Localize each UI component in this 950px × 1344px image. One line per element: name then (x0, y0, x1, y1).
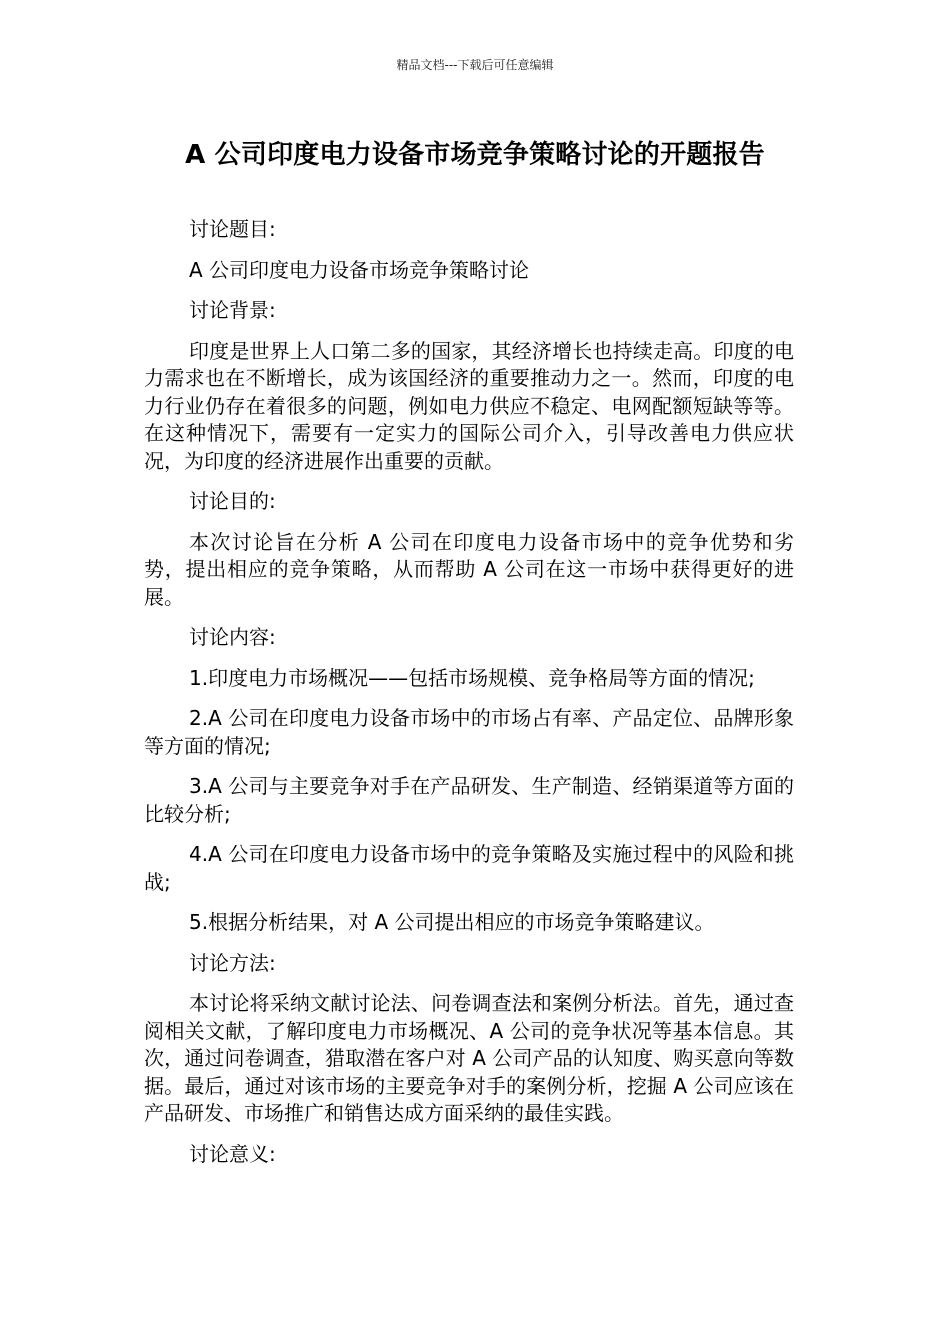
method-text: 本讨论将采纳文献讨论法、问卷调查法和案例分析法。首先，通过查阅相关文献，了解印度电力市场概况、A 公司的竞争状况等基本信息。其次，通过问卷调查，猎取潜在客户对 A 公司产品的认知度、购买意向等数据。最后，通过对该市场的主要竞争对手的案例分析，挖掘 A 公司应该在产品研发、市场推广和销售达成方面采纳的最佳实践。 (144, 991, 794, 1125)
content-item-5: 5.根据分析结果，对 A 公司提出相应的市场竞争策略建议。 (189, 910, 715, 934)
purpose-text: 本次讨论旨在分析 A 公司在印度电力设备市场中的竞争优势和劣势，提出相应的竞争策略，从而帮助 A 公司在这一市场中获得更好的进展。 (144, 529, 794, 609)
heading-topic: 讨论题目: (189, 217, 276, 241)
document-title: A 公司印度电力设备市场竞争策略讨论的开题报告 (185, 140, 765, 170)
heading-background: 讨论背景: (189, 298, 276, 322)
heading-content: 讨论内容: (189, 625, 276, 649)
heading-purpose: 讨论目的: (189, 489, 276, 513)
header-note: 精品文档---下载后可任意编辑 (396, 58, 554, 72)
content-item-3: 3.A 公司与主要竞争对手在产品研发、生产制造、经销渠道等方面的比较分析; (144, 774, 794, 826)
heading-significance: 讨论意义: (189, 1141, 276, 1166)
content-item-1: 1.印度电力市场概况——包括市场规模、竞争格局等方面的情况; (189, 665, 755, 690)
content-item-4: 4.A 公司在印度电力设备市场中的竞争策略及实施过程中的风险和挑战; (144, 842, 794, 894)
document-body (144, 216, 794, 1181)
heading-method: 讨论方法: (189, 950, 276, 975)
topic-text: A 公司印度电力设备市场竞争策略讨论 (189, 257, 530, 282)
background-text: 印度是世界上人口第二多的国家，其经济增长也持续走高。印度的电力需求也在不断增长，成为该国经济的重要推动力之一。然而，印度的电力行业仍存在着很多的问题，例如电力供应不稳定、电网配额短缺等等。在这种情况下，需要有一定实力的国际公司介入，引导改善电力供应状况，为印度的经济进展作出重要的贡献。 (144, 338, 794, 473)
content-item-2: 2.A 公司在印度电力设备市场中的市场占有率、产品定位、品牌形象等方面的情况; (144, 706, 794, 758)
